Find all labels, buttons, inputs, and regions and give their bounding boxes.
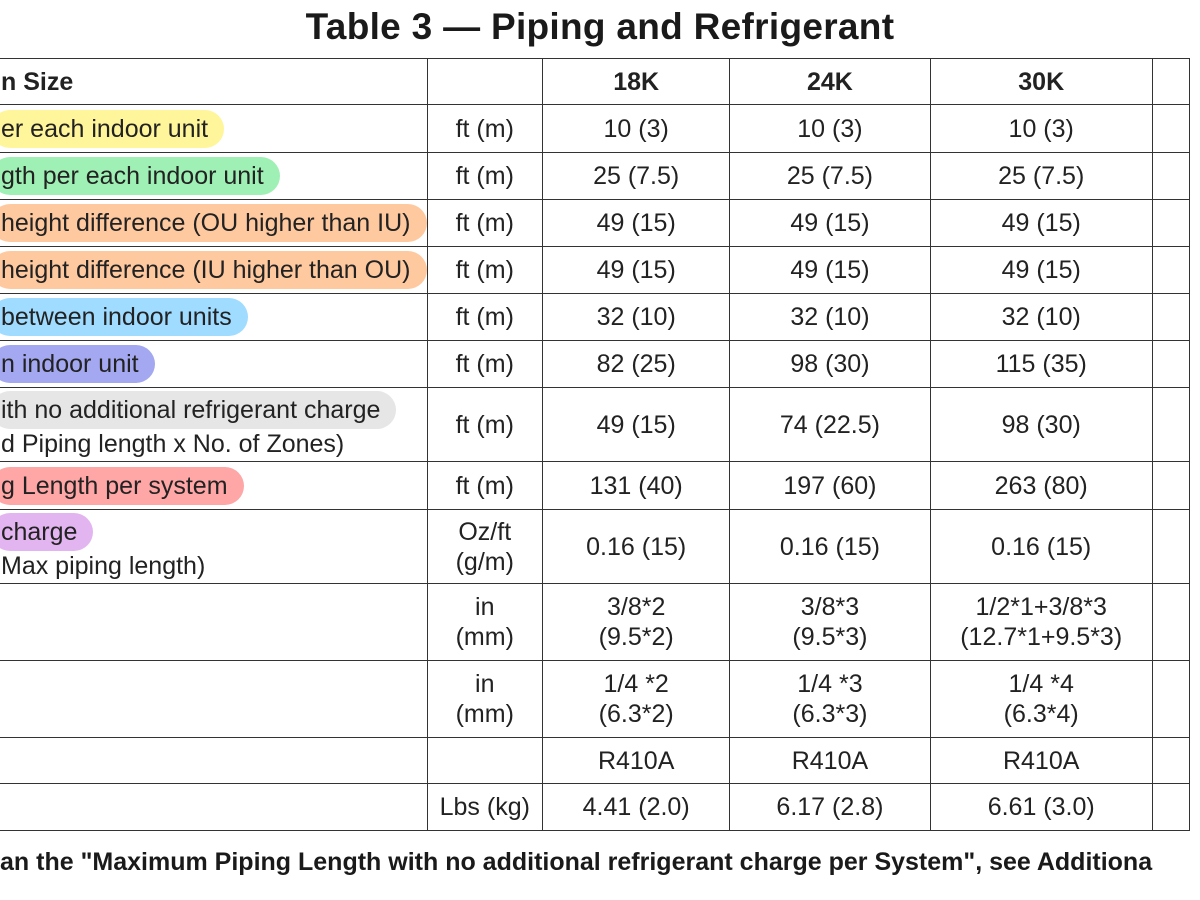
table-row <box>0 105 1190 153</box>
table-row <box>0 294 1190 341</box>
parameter-label: charge <box>0 513 93 551</box>
parameter-cell <box>0 784 427 831</box>
value-cell: 98 (30) <box>930 388 1152 462</box>
column-header-18k: 18K <box>543 59 730 105</box>
value-cell: 10 (3) <box>543 105 730 153</box>
table-row <box>0 341 1190 388</box>
cut-off-cell <box>1152 341 1189 388</box>
value-cell: 49 (15) <box>543 247 730 294</box>
table-row <box>0 738 1190 784</box>
value-cell: 197 (60) <box>730 462 930 510</box>
unit-cell: in (mm) <box>427 661 543 738</box>
unit-cell <box>427 738 543 784</box>
table-row <box>0 200 1190 247</box>
value-cell: 4.41 (2.0) <box>543 784 730 831</box>
parameter-label-line2: Max piping length) <box>1 551 206 580</box>
value-cell: 32 (10) <box>543 294 730 341</box>
header-label-cell: n Size <box>0 59 427 105</box>
value-cell: 49 (15) <box>543 388 730 462</box>
parameter-cell <box>0 341 427 388</box>
cut-off-cell <box>1152 462 1189 510</box>
unit-cell: ft (m) <box>427 294 543 341</box>
value-cell: R410A <box>543 738 730 784</box>
parameter-label: height difference (OU higher than IU) <box>0 204 427 242</box>
value-cell: 263 (80) <box>930 462 1152 510</box>
value-cell: 0.16 (15) <box>730 510 930 584</box>
value-cell: 25 (7.5) <box>543 153 730 200</box>
column-header-30k: 30K <box>930 59 1152 105</box>
unit-cell: in (mm) <box>427 584 543 661</box>
cut-off-cell <box>1152 247 1189 294</box>
value-cell: 32 (10) <box>730 294 930 341</box>
value-cell: 32 (10) <box>930 294 1152 341</box>
cut-off-cell <box>1152 510 1189 584</box>
value-cell: 3/8*2 (9.5*2) <box>543 584 730 661</box>
value-cell: 49 (15) <box>730 247 930 294</box>
value-cell: 25 (7.5) <box>930 153 1152 200</box>
value-cell: 82 (25) <box>543 341 730 388</box>
piping-refrigerant-table <box>0 58 1190 831</box>
value-cell: 1/4 *2 (6.3*2) <box>543 661 730 738</box>
value-cell: 49 (15) <box>930 247 1152 294</box>
unit-cell: Oz/ft (g/m) <box>427 510 543 584</box>
parameter-cell <box>0 200 427 247</box>
header-row <box>0 59 1190 105</box>
unit-cell: ft (m) <box>427 153 543 200</box>
value-cell: 49 (15) <box>543 200 730 247</box>
value-cell: 10 (3) <box>930 105 1152 153</box>
value-cell: R410A <box>930 738 1152 784</box>
parameter-cell <box>0 510 427 584</box>
value-cell: 1/4 *4 (6.3*4) <box>930 661 1152 738</box>
parameter-cell <box>0 462 427 510</box>
table-row <box>0 584 1190 661</box>
column-header-24k: 24K <box>730 59 930 105</box>
table-row <box>0 510 1190 584</box>
unit-cell: ft (m) <box>427 388 543 462</box>
cut-off-cell <box>1152 584 1189 661</box>
table-row <box>0 462 1190 510</box>
parameter-label: n indoor unit <box>0 345 155 383</box>
table-row <box>0 661 1190 738</box>
table-row <box>0 153 1190 200</box>
column-header-cut <box>1152 59 1189 105</box>
parameter-cell <box>0 153 427 200</box>
table-row <box>0 388 1190 462</box>
value-cell: 0.16 (15) <box>543 510 730 584</box>
footnote: an the "Maximum Piping Length with no additional refrigerant charge per System", see Additiona <box>0 848 1153 876</box>
table-row <box>0 784 1190 831</box>
value-cell: 6.61 (3.0) <box>930 784 1152 831</box>
parameter-label-line2: d Piping length x No. of Zones) <box>1 429 345 458</box>
parameter-label: between indoor units <box>0 298 248 336</box>
value-cell: R410A <box>730 738 930 784</box>
parameter-label: height difference (IU higher than OU) <box>0 251 427 289</box>
value-cell: 74 (22.5) <box>730 388 930 462</box>
value-cell: 6.17 (2.8) <box>730 784 930 831</box>
value-cell: 1/2*1+3/8*3 (12.7*1+9.5*3) <box>930 584 1152 661</box>
value-cell: 25 (7.5) <box>730 153 930 200</box>
cut-off-cell <box>1152 661 1189 738</box>
unit-cell: ft (m) <box>427 462 543 510</box>
table-row <box>0 247 1190 294</box>
table-title: Table 3 — Piping and Refrigerant <box>305 6 895 47</box>
parameter-cell <box>0 105 427 153</box>
cut-off-cell <box>1152 294 1189 341</box>
value-cell: 3/8*3 (9.5*3) <box>730 584 930 661</box>
parameter-label: gth per each indoor unit <box>0 157 280 195</box>
value-cell: 131 (40) <box>543 462 730 510</box>
parameter-cell <box>0 247 427 294</box>
parameter-cell <box>0 584 427 661</box>
cut-off-cell <box>1152 200 1189 247</box>
value-cell: 49 (15) <box>930 200 1152 247</box>
parameter-label: ith no additional refrigerant charge <box>0 391 396 429</box>
unit-cell: ft (m) <box>427 341 543 388</box>
parameter-cell <box>0 661 427 738</box>
parameter-cell <box>0 294 427 341</box>
unit-cell: Lbs (kg) <box>427 784 543 831</box>
unit-cell: ft (m) <box>427 105 543 153</box>
cut-off-cell <box>1152 105 1189 153</box>
cut-off-cell <box>1152 738 1189 784</box>
unit-cell: ft (m) <box>427 200 543 247</box>
unit-cell: ft (m) <box>427 247 543 294</box>
cut-off-cell <box>1152 153 1189 200</box>
value-cell: 10 (3) <box>730 105 930 153</box>
cut-off-cell <box>1152 388 1189 462</box>
parameter-label: g Length per system <box>0 467 244 505</box>
value-cell: 49 (15) <box>730 200 930 247</box>
value-cell: 0.16 (15) <box>930 510 1152 584</box>
value-cell: 115 (35) <box>930 341 1152 388</box>
value-cell: 98 (30) <box>730 341 930 388</box>
parameter-cell <box>0 738 427 784</box>
parameter-label: er each indoor unit <box>0 110 224 148</box>
header-unit-cell <box>427 59 543 105</box>
cut-off-cell <box>1152 784 1189 831</box>
value-cell: 1/4 *3 (6.3*3) <box>730 661 930 738</box>
parameter-cell <box>0 388 427 462</box>
